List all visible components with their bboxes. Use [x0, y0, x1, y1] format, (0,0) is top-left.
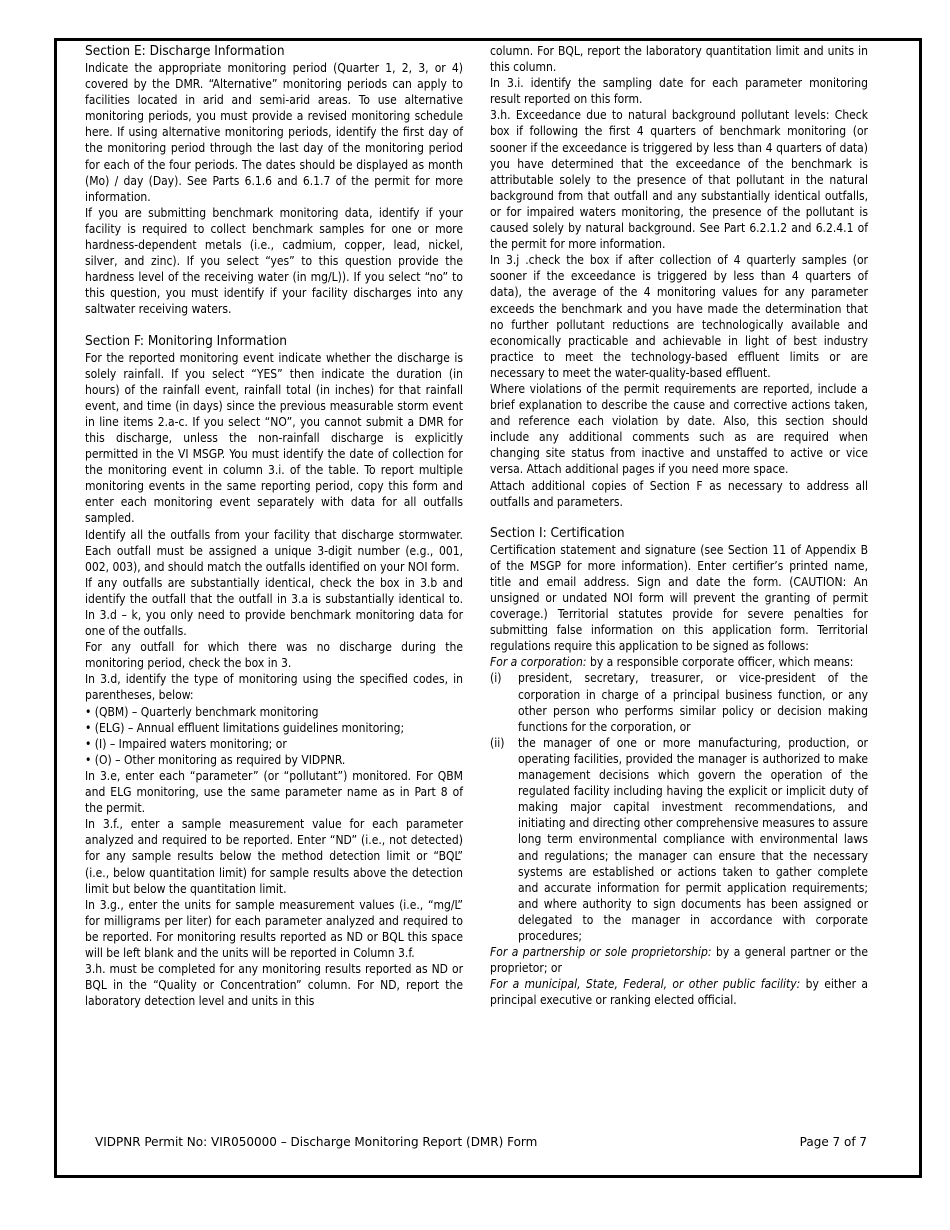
section-f-paragraph: For any outfall for which there was no discharge during the monitoring period, check the box in 3. [85, 640, 463, 671]
section-f-title: Section F: Monitoring Information [85, 332, 287, 349]
monitoring-code-bullet: • (ELG) – Annual effluent limitations guidelines monitoring; [85, 720, 405, 735]
page-footer [95, 1135, 867, 1149]
public-facility-lead: For a municipal, State, Federal, or other public facility: [490, 977, 801, 992]
section-f-continued-paragraph: In 3.j .check the box if after collection of 4 quarterly samples (or sooner if the exceedance is triggered by less than 4 quarters of data), the average of the 4 monitoring values for any parameter exceeds the benchmark and you have made the determination that no further pollutant reductions are technologically available and economically practicable and achievable in light of best industry practice to meet the technology-based effluent limits or are necessary to meet the water-quality-based effluent. [490, 253, 868, 380]
partnership-lead: For a partnership or sole proprietorship: [490, 945, 712, 960]
section-i-title: Section I: Certification [490, 524, 625, 541]
monitoring-code-bullet: • (QBM) – Quarterly benchmark monitoring [85, 704, 319, 719]
section-i-paragraph: Certification statement and signature (see Section 11 of Appendix B of the MSGP for more information). Enter certifier’s printed name, title and email address. Sign and date the form. (CAUTION: An unsigned or undated NOI form will prevent the granting of permit coverage.) Territorial statutes provide for severe penalties for submitting false information on this application form. Territorial regulations require this application to be signed as follows: [490, 542, 868, 654]
section-spacer [490, 510, 868, 525]
section-e-title: Section E: Discharge Information [85, 43, 285, 59]
item-text: the manager of one or more manufacturing, production, or operating facilities, provided the manager is authorized to make management decisions which govern the operation of the regulated facility including having the explicit or implicit duty of making major capital investment recommendations, and initiating and directing other comprehensive measures to assure long term environmental compliance with environmental laws and regulations; the manager can ensure that the necessary systems are established or actions taken to gather complete and accurate information for permit application requirements; and where authority to sign documents has been assigned or delegated to the manager in accordance with corporate procedures; [518, 735, 868, 943]
monitoring-code-bullet: • (O) – Other monitoring as required by VIDPNR. [85, 752, 346, 767]
corporation-text: by a responsible corporate officer, which means: [586, 655, 854, 670]
corporation-signer-rule [490, 654, 868, 670]
section-f-continued-paragraph: Where violations of the permit requirements are reported, include a brief explanation to describe the cause and corrective actions taken, and reference each violation by date. Also, this section should include any additional comments such as are required when changing site status from inactive and unstaffed to active or vice versa. Attach additional pages if you need more space. [490, 381, 868, 477]
section-f-continued-paragraph: 3.h. Exceedance due to natural background pollutant levels: Check box if following the first 4 quarters of benchmark monitoring (or sooner if the exceedance is triggered by less than 4 quarters of data) you have determined that the exceedance of the benchmark is attributable solely to the presence of that pollutant in the natural background from that outfall and any substantially identical outfalls, or for impaired waters monitoring, the presence of the pollutant is caused solely by natural background. See Part 6.2.1.2 and 6.2.4.1 of the permit for more information. [490, 108, 868, 252]
page-frame [54, 38, 922, 1178]
item-marker: (i) [490, 671, 502, 686]
section-f-paragraph: In 3.f., enter a sample measurement value for each parameter analyzed and required to be reported. Enter “ND” (i.e., not detected) for any sample results below the method detection limit or “BQL” (i.e., below quantitation limit) for sample results above the detection limit but below the quantitation limit. [85, 817, 463, 896]
item-text: president, secretary, treasurer, or vice-president of the corporation in charge of a principal business function, or any other person who performs similar policy or decision making functions for the corporation, or [518, 671, 868, 734]
section-f-paragraph: For the reported monitoring event indicate whether the discharge is solely rainfall. If you select “YES” then indicate the duration (in hours) of the rainfall event, rainfall total (in inches) for that rainfall event, and time (in days) since the previous measurable storm event in line items 2.a-c. If you select “NO”, you cannot submit a DMR for this discharge, unless the non-rainfall discharge is explicitly permitted in the VI MSGP. You must identify the date of collection for the monitoring event in column 3.i. of the table. To report multiple monitoring events in the same reporting period, copy this form and enter each monitoring event separately with data for all outfalls sampled. [85, 350, 463, 526]
public-facility-signer-rule [490, 976, 868, 1008]
right-column [490, 43, 868, 1008]
section-f-continued-paragraph: column. For BQL, report the laboratory quantitation limit and units in this column. [490, 44, 868, 75]
partnership-signer-rule [490, 944, 868, 976]
corporation-lead: For a corporation: [490, 655, 587, 670]
signer-item-i [490, 670, 868, 734]
monitoring-code-bullet: • (I) – Impaired waters monitoring; or [85, 736, 287, 751]
item-marker: (ii) [490, 735, 505, 750]
section-f-paragraph: In 3.d, identify the type of monitoring using the specified codes, in parentheses, below: [85, 672, 463, 703]
partnership-text: by a general partner or the proprietor; or [490, 945, 868, 976]
section-e-paragraph: If you are submitting benchmark monitoring data, identify if your facility is required to collect benchmark samples for one or more hardness-dependent metals (i.e., cadmium, copper, lead, nickel, silver, and zinc). If you select “yes” to this question provide the hardness level of the receiving water (in mg/L)). If you select “no” to this question, you must identify if your facility discharges into any saltwater receiving waters. [85, 205, 463, 317]
footer-form-title: VIDPNR Permit No: VIR050000 – Discharge Monitoring Report (DMR) Form [95, 1135, 538, 1149]
signer-item-ii [490, 735, 868, 944]
section-f-paragraph: If any outfalls are substantially identical, check the box in 3.b and identify the outfall that the outfall in 3.a is substantially identical to. In 3.d – k, you only need to provide benchmark monitoring data for one of the outfalls. [85, 575, 463, 639]
section-e-paragraph: Indicate the appropriate monitoring period (Quarter 1, 2, 3, or 4) covered by the DMR. “Alternative” monitoring periods can apply to facilities located in arid and semi-arid areas. To use alternative monitoring periods, you must provide a revised monitoring schedule here. If using alternative monitoring periods, identify the first day of the monitoring period through the last day of the monitoring period for each of the four periods. The dates should be displayed as month (Mo) / day (Day). See Parts 6.1.6 and 6.1.7 of the permit for more information. [85, 61, 463, 204]
section-spacer [85, 318, 463, 333]
public-facility-text: by either a principal executive or ranking elected official. [490, 977, 868, 1008]
section-f-continued-paragraph: In 3.i. identify the sampling date for each parameter monitoring result reported on this form. [490, 76, 868, 107]
section-f-paragraph: 3.h. must be completed for any monitoring results reported as ND or BQL in the “Quality or Concentration” column. For ND, report the laboratory detection level and units in this [85, 962, 463, 1009]
section-f-paragraph: In 3.g., enter the units for sample measurement values (i.e., “mg/L” for milligrams per liter) for each parameter analyzed and required to be reported. For monitoring results reported as ND or BQL this space will be left blank and the units will be reported in Column 3.f. [85, 897, 463, 960]
section-f-paragraph: In 3.e, enter each “parameter” (or “pollutant”) monitored. For QBM and ELG monitoring, use the same parameter name as in Part 8 of the permit. [85, 768, 463, 816]
section-f-paragraph: Identify all the outfalls from your facility that discharge stormwater. Each outfall must be assigned a unique 3-digit number (e.g., 001, 002, 003), and should match the outfalls identified on your NOI form. [85, 527, 463, 574]
page-number: Page 7 of 7 [799, 1135, 867, 1149]
section-f-continued-paragraph: Attach additional copies of Section F as necessary to address all outfalls and parameters. [490, 478, 868, 509]
left-column [85, 43, 463, 1009]
